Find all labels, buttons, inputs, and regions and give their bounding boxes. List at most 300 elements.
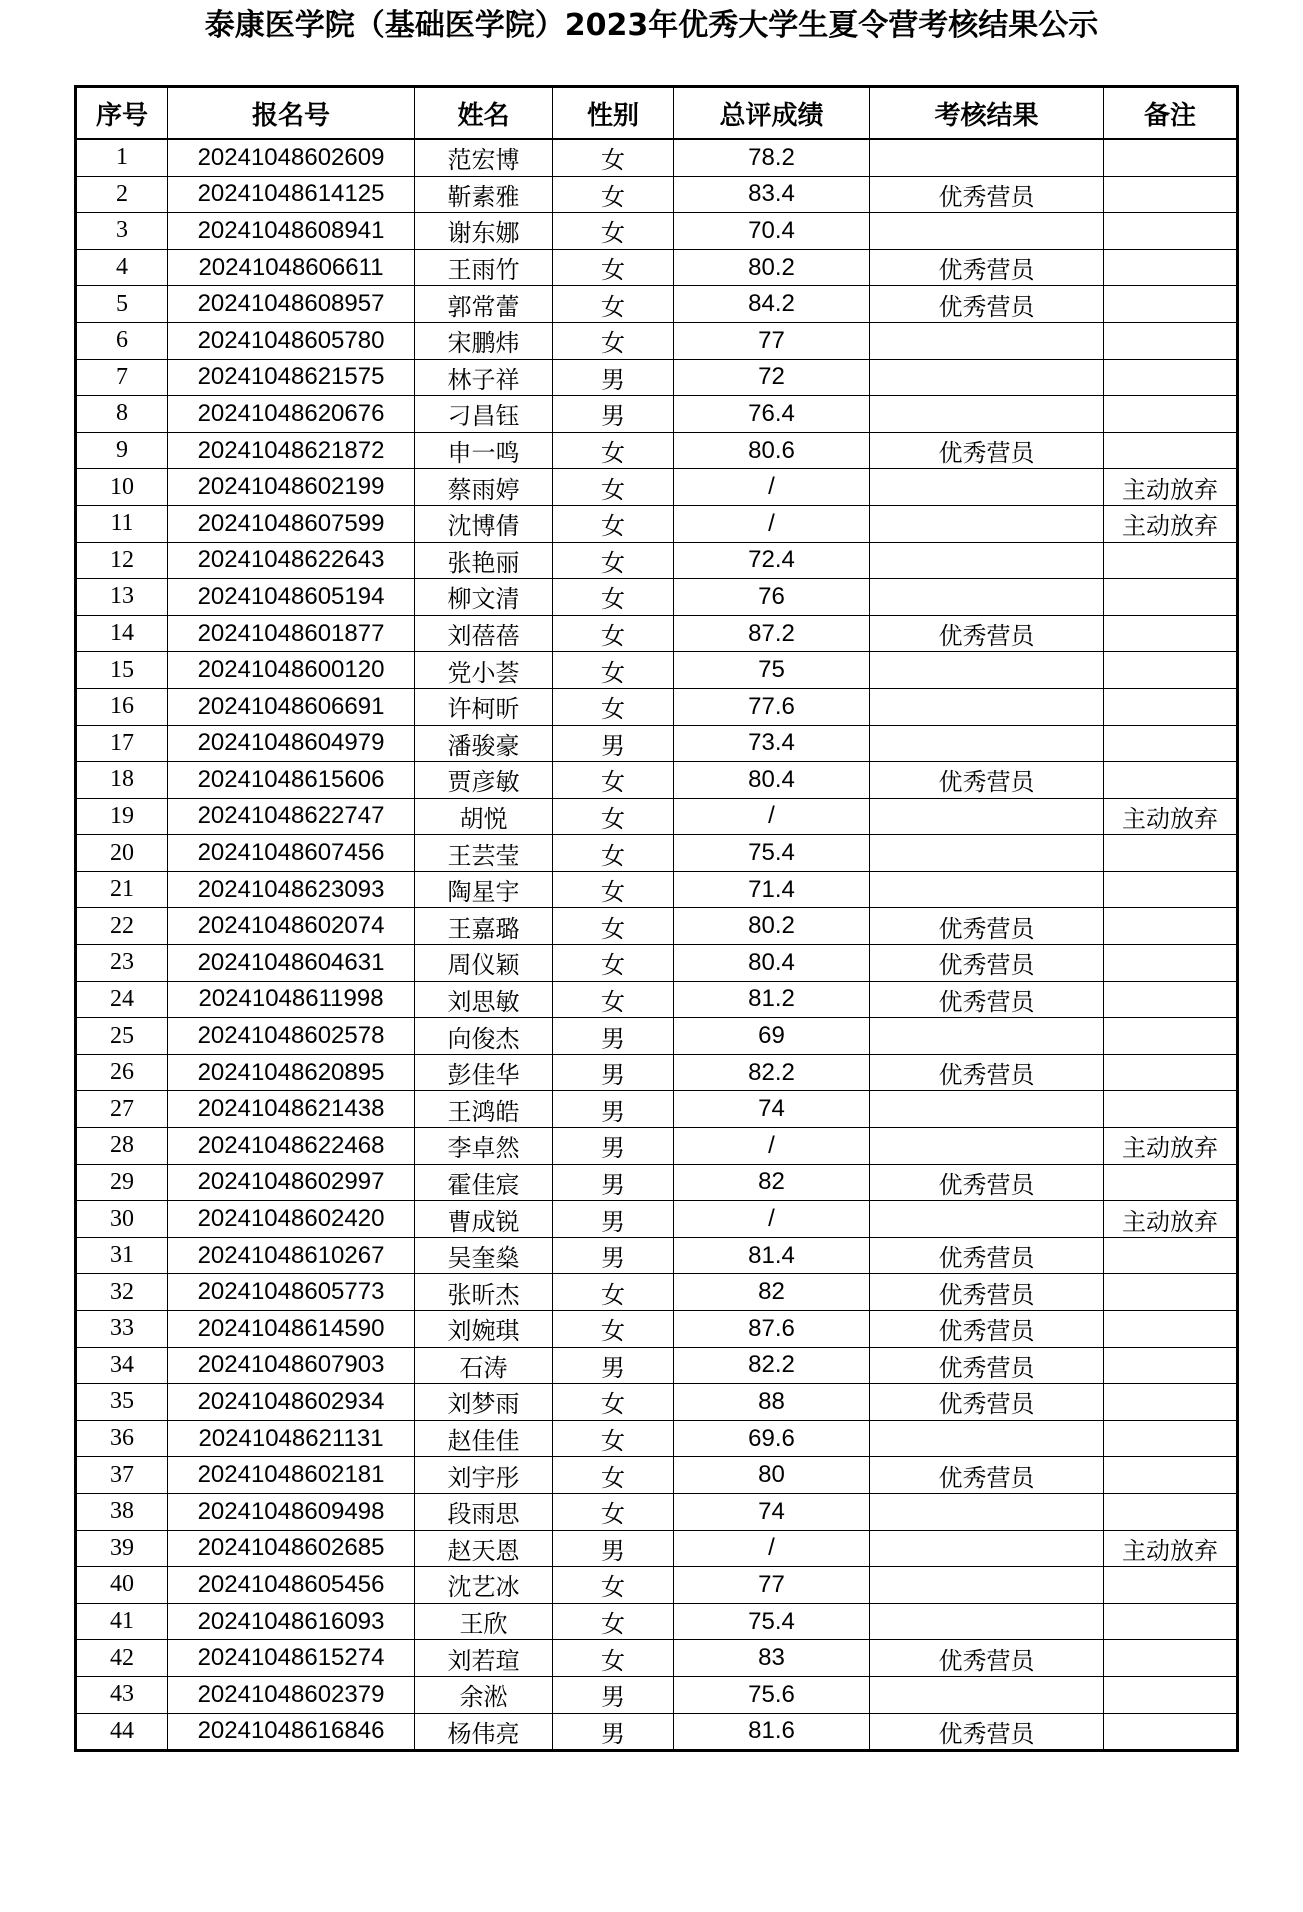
cell-registration-no: 20241048608941 — [168, 213, 415, 250]
cell-score: 80.4 — [674, 762, 870, 799]
cell-gender: 女 — [553, 286, 674, 323]
cell-registration-no: 20241048620676 — [168, 396, 415, 433]
cell-index: 19 — [76, 798, 168, 835]
cell-name: 陶星宇 — [415, 871, 553, 908]
cell-result: 优秀营员 — [870, 1274, 1104, 1311]
cell-name: 霍佳宸 — [415, 1164, 553, 1201]
cell-registration-no: 20241048621872 — [168, 432, 415, 469]
table-row — [76, 139, 1238, 176]
cell-score: 83.4 — [674, 176, 870, 213]
table-row — [76, 1676, 1238, 1713]
cell-registration-no: 20241048602685 — [168, 1530, 415, 1567]
cell-name: 刘思敏 — [415, 981, 553, 1018]
table-row — [76, 1713, 1238, 1751]
cell-remark — [1104, 1713, 1238, 1751]
cell-registration-no: 20241048615274 — [168, 1640, 415, 1677]
cell-score: 80.2 — [674, 908, 870, 945]
cell-gender: 男 — [553, 359, 674, 396]
cell-name: 党小荟 — [415, 652, 553, 689]
cell-remark — [1104, 1311, 1238, 1348]
cell-gender: 男 — [553, 1713, 674, 1751]
cell-name: 彭佳华 — [415, 1054, 553, 1091]
cell-result — [870, 1567, 1104, 1604]
cell-registration-no: 20241048621575 — [168, 359, 415, 396]
cell-result: 优秀营员 — [870, 1237, 1104, 1274]
cell-gender: 女 — [553, 1640, 674, 1677]
cell-gender: 女 — [553, 542, 674, 579]
cell-gender: 女 — [553, 1567, 674, 1604]
cell-result: 优秀营员 — [870, 176, 1104, 213]
cell-result — [870, 688, 1104, 725]
cell-remark — [1104, 1237, 1238, 1274]
cell-index: 1 — [76, 139, 168, 176]
cell-score: 80.6 — [674, 432, 870, 469]
cell-registration-no: 20241048608957 — [168, 286, 415, 323]
cell-result: 优秀营员 — [870, 1384, 1104, 1421]
cell-name: 许柯昕 — [415, 688, 553, 725]
cell-remark — [1104, 688, 1238, 725]
cell-result — [870, 1676, 1104, 1713]
table-row — [76, 1640, 1238, 1677]
cell-registration-no: 20241048600120 — [168, 652, 415, 689]
cell-registration-no: 20241048602578 — [168, 1018, 415, 1055]
cell-remark — [1104, 139, 1238, 176]
cell-score: / — [674, 469, 870, 506]
cell-gender: 男 — [553, 1091, 674, 1128]
cell-index: 10 — [76, 469, 168, 506]
cell-score: / — [674, 1128, 870, 1165]
cell-registration-no: 20241048605194 — [168, 579, 415, 616]
cell-registration-no: 20241048605780 — [168, 322, 415, 359]
cell-remark — [1104, 835, 1238, 872]
cell-name: 靳素雅 — [415, 176, 553, 213]
cell-registration-no: 20241048609498 — [168, 1493, 415, 1530]
table-row — [76, 1164, 1238, 1201]
cell-gender: 女 — [553, 1384, 674, 1421]
cell-index: 6 — [76, 322, 168, 359]
cell-remark — [1104, 1018, 1238, 1055]
cell-registration-no: 20241048621438 — [168, 1091, 415, 1128]
cell-index: 42 — [76, 1640, 168, 1677]
cell-index: 27 — [76, 1091, 168, 1128]
cell-remark — [1104, 542, 1238, 579]
cell-name: 吴奎燊 — [415, 1237, 553, 1274]
cell-result — [870, 139, 1104, 176]
cell-registration-no: 20241048621131 — [168, 1420, 415, 1457]
cell-registration-no: 20241048606611 — [168, 249, 415, 286]
cell-gender: 女 — [553, 1420, 674, 1457]
cell-remark — [1104, 652, 1238, 689]
cell-remark — [1104, 1603, 1238, 1640]
cell-remark — [1104, 213, 1238, 250]
cell-remark — [1104, 945, 1238, 982]
cell-gender: 女 — [553, 579, 674, 616]
cell-score: 75.4 — [674, 1603, 870, 1640]
cell-remark — [1104, 762, 1238, 799]
cell-gender: 男 — [553, 1018, 674, 1055]
cell-gender: 女 — [553, 871, 674, 908]
table-row — [76, 359, 1238, 396]
cell-gender: 女 — [553, 688, 674, 725]
cell-score: 74 — [674, 1493, 870, 1530]
cell-score: 76.4 — [674, 396, 870, 433]
table-row — [76, 176, 1238, 213]
cell-result: 优秀营员 — [870, 249, 1104, 286]
cell-registration-no: 20241048602379 — [168, 1676, 415, 1713]
cell-result — [870, 835, 1104, 872]
cell-gender: 女 — [553, 1457, 674, 1494]
cell-score: 82 — [674, 1164, 870, 1201]
cell-result — [870, 1018, 1104, 1055]
cell-name: 谢东娜 — [415, 213, 553, 250]
cell-gender: 女 — [553, 505, 674, 542]
cell-registration-no: 20241048614125 — [168, 176, 415, 213]
cell-score: 87.2 — [674, 615, 870, 652]
cell-name: 赵天恩 — [415, 1530, 553, 1567]
cell-result — [870, 322, 1104, 359]
cell-index: 17 — [76, 725, 168, 762]
cell-remark — [1104, 1567, 1238, 1604]
cell-remark — [1104, 1347, 1238, 1384]
cell-name: 刘梦雨 — [415, 1384, 553, 1421]
cell-index: 25 — [76, 1018, 168, 1055]
cell-name: 宋鹏炜 — [415, 322, 553, 359]
table-row — [76, 725, 1238, 762]
cell-remark — [1104, 176, 1238, 213]
cell-index: 4 — [76, 249, 168, 286]
cell-score: / — [674, 505, 870, 542]
cell-remark — [1104, 1493, 1238, 1530]
cell-result: 优秀营员 — [870, 1457, 1104, 1494]
cell-result — [870, 579, 1104, 616]
cell-remark — [1104, 286, 1238, 323]
cell-remark — [1104, 1384, 1238, 1421]
cell-score: 70.4 — [674, 213, 870, 250]
cell-score: / — [674, 1530, 870, 1567]
cell-result — [870, 469, 1104, 506]
cell-score: 83 — [674, 1640, 870, 1677]
cell-score: 71.4 — [674, 871, 870, 908]
cell-index: 36 — [76, 1420, 168, 1457]
cell-remark — [1104, 1457, 1238, 1494]
cell-name: 杨伟亮 — [415, 1713, 553, 1751]
page-title: 泰康医学院（基础医学院）2023年优秀大学生夏令营考核结果公示 — [204, 8, 1099, 43]
cell-index: 40 — [76, 1567, 168, 1604]
table-row — [76, 322, 1238, 359]
table-row — [76, 1018, 1238, 1055]
cell-score: 72.4 — [674, 542, 870, 579]
cell-score: 80.4 — [674, 945, 870, 982]
cell-gender: 女 — [553, 1274, 674, 1311]
table-row — [76, 1311, 1238, 1348]
cell-name: 刘蓓蓓 — [415, 615, 553, 652]
table-row — [76, 1054, 1238, 1091]
table-row — [76, 1530, 1238, 1567]
header-row — [76, 87, 1238, 140]
cell-score: 84.2 — [674, 286, 870, 323]
cell-registration-no: 20241048602420 — [168, 1201, 415, 1238]
cell-gender: 女 — [553, 835, 674, 872]
cell-gender: 女 — [553, 981, 674, 1018]
table-row — [76, 1384, 1238, 1421]
cell-result: 优秀营员 — [870, 1347, 1104, 1384]
cell-index: 37 — [76, 1457, 168, 1494]
table-row — [76, 213, 1238, 250]
cell-score: 81.6 — [674, 1713, 870, 1751]
cell-index: 41 — [76, 1603, 168, 1640]
cell-remark — [1104, 359, 1238, 396]
table-row — [76, 469, 1238, 506]
cell-name: 胡悦 — [415, 798, 553, 835]
cell-name: 王雨竹 — [415, 249, 553, 286]
cell-gender: 女 — [553, 213, 674, 250]
cell-score: 69.6 — [674, 1420, 870, 1457]
cell-result: 优秀营员 — [870, 1311, 1104, 1348]
cell-remark — [1104, 725, 1238, 762]
cell-name: 贾彦敏 — [415, 762, 553, 799]
table-row — [76, 908, 1238, 945]
header-cell-result: 考核结果 — [870, 87, 1104, 140]
cell-gender: 女 — [553, 1493, 674, 1530]
cell-registration-no: 20241048602074 — [168, 908, 415, 945]
cell-index: 26 — [76, 1054, 168, 1091]
cell-index: 35 — [76, 1384, 168, 1421]
cell-name: 刘婉琪 — [415, 1311, 553, 1348]
cell-gender: 男 — [553, 1676, 674, 1713]
cell-result: 优秀营员 — [870, 1054, 1104, 1091]
cell-gender: 男 — [553, 1347, 674, 1384]
cell-registration-no: 20241048607456 — [168, 835, 415, 872]
cell-result: 优秀营员 — [870, 286, 1104, 323]
cell-score: 76 — [674, 579, 870, 616]
cell-index: 3 — [76, 213, 168, 250]
cell-gender: 女 — [553, 1603, 674, 1640]
table-row — [76, 1603, 1238, 1640]
cell-result — [870, 1493, 1104, 1530]
table-row — [76, 1274, 1238, 1311]
cell-index: 5 — [76, 286, 168, 323]
table-row — [76, 762, 1238, 799]
cell-index: 18 — [76, 762, 168, 799]
cell-registration-no: 20241048605456 — [168, 1567, 415, 1604]
cell-remark: 主动放弃 — [1104, 1201, 1238, 1238]
cell-index: 14 — [76, 615, 168, 652]
cell-name: 石涛 — [415, 1347, 553, 1384]
cell-registration-no: 20241048615606 — [168, 762, 415, 799]
cell-result: 优秀营员 — [870, 945, 1104, 982]
cell-name: 曹成锐 — [415, 1201, 553, 1238]
cell-registration-no: 20241048606691 — [168, 688, 415, 725]
cell-index: 33 — [76, 1311, 168, 1348]
cell-name: 张艳丽 — [415, 542, 553, 579]
table-row — [76, 542, 1238, 579]
cell-remark: 主动放弃 — [1104, 1530, 1238, 1567]
cell-result: 优秀营员 — [870, 1164, 1104, 1201]
cell-gender: 女 — [553, 615, 674, 652]
cell-registration-no: 20241048602934 — [168, 1384, 415, 1421]
cell-result: 优秀营员 — [870, 908, 1104, 945]
cell-score: 77 — [674, 1567, 870, 1604]
cell-name: 沈博倩 — [415, 505, 553, 542]
table-row — [76, 981, 1238, 1018]
cell-gender: 男 — [553, 1128, 674, 1165]
cell-result — [870, 1128, 1104, 1165]
cell-gender: 女 — [553, 908, 674, 945]
table-row — [76, 1420, 1238, 1457]
cell-score: 77.6 — [674, 688, 870, 725]
cell-score: 82.2 — [674, 1347, 870, 1384]
cell-score: 87.6 — [674, 1311, 870, 1348]
cell-gender: 女 — [553, 798, 674, 835]
cell-index: 20 — [76, 835, 168, 872]
cell-index: 31 — [76, 1237, 168, 1274]
cell-name: 刘宇彤 — [415, 1457, 553, 1494]
cell-remark — [1104, 871, 1238, 908]
cell-result — [870, 798, 1104, 835]
cell-index: 15 — [76, 652, 168, 689]
cell-score: 74 — [674, 1091, 870, 1128]
cell-remark — [1104, 1274, 1238, 1311]
table-row — [76, 1347, 1238, 1384]
cell-result — [870, 359, 1104, 396]
cell-result — [870, 1091, 1104, 1128]
results-table — [74, 85, 1239, 1752]
cell-score: 69 — [674, 1018, 870, 1055]
cell-index: 7 — [76, 359, 168, 396]
cell-score: 75.6 — [674, 1676, 870, 1713]
cell-gender: 女 — [553, 176, 674, 213]
table-row — [76, 1237, 1238, 1274]
cell-name: 刘若瑄 — [415, 1640, 553, 1677]
cell-name: 余淞 — [415, 1676, 553, 1713]
cell-score: 81.2 — [674, 981, 870, 1018]
table-row — [76, 396, 1238, 433]
cell-name: 刁昌钰 — [415, 396, 553, 433]
cell-index: 44 — [76, 1713, 168, 1751]
cell-score: 80.2 — [674, 249, 870, 286]
cell-gender: 女 — [553, 945, 674, 982]
table-row — [76, 1567, 1238, 1604]
table-row — [76, 652, 1238, 689]
cell-gender: 男 — [553, 1237, 674, 1274]
cell-remark — [1104, 1676, 1238, 1713]
cell-result — [870, 396, 1104, 433]
cell-registration-no: 20241048604631 — [168, 945, 415, 982]
cell-name: 范宏博 — [415, 139, 553, 176]
cell-index: 12 — [76, 542, 168, 579]
cell-name: 向俊杰 — [415, 1018, 553, 1055]
cell-index: 32 — [76, 1274, 168, 1311]
cell-gender: 男 — [553, 1530, 674, 1567]
header-cell-name: 姓名 — [415, 87, 553, 140]
cell-index: 13 — [76, 579, 168, 616]
cell-registration-no: 20241048604979 — [168, 725, 415, 762]
table-row — [76, 1493, 1238, 1530]
table-row — [76, 286, 1238, 323]
table-row — [76, 505, 1238, 542]
cell-registration-no: 20241048602997 — [168, 1164, 415, 1201]
cell-gender: 女 — [553, 652, 674, 689]
cell-name: 王嘉璐 — [415, 908, 553, 945]
cell-result: 优秀营员 — [870, 432, 1104, 469]
cell-result — [870, 1530, 1104, 1567]
cell-gender: 男 — [553, 1164, 674, 1201]
table-row — [76, 945, 1238, 982]
cell-registration-no: 20241048623093 — [168, 871, 415, 908]
cell-gender: 女 — [553, 322, 674, 359]
table-row — [76, 249, 1238, 286]
cell-registration-no: 20241048616093 — [168, 1603, 415, 1640]
cell-score: 75 — [674, 652, 870, 689]
cell-result — [870, 505, 1104, 542]
cell-score: 77 — [674, 322, 870, 359]
cell-score: 81.4 — [674, 1237, 870, 1274]
cell-name: 潘骏豪 — [415, 725, 553, 762]
cell-registration-no: 20241048602181 — [168, 1457, 415, 1494]
table-row — [76, 798, 1238, 835]
cell-index: 9 — [76, 432, 168, 469]
cell-result — [870, 213, 1104, 250]
cell-gender: 男 — [553, 1054, 674, 1091]
cell-remark: 主动放弃 — [1104, 798, 1238, 835]
cell-remark — [1104, 1420, 1238, 1457]
cell-name: 李卓然 — [415, 1128, 553, 1165]
cell-remark — [1104, 249, 1238, 286]
table-row — [76, 432, 1238, 469]
cell-name: 段雨思 — [415, 1493, 553, 1530]
cell-index: 28 — [76, 1128, 168, 1165]
cell-result — [870, 725, 1104, 762]
cell-gender: 女 — [553, 432, 674, 469]
cell-result: 优秀营员 — [870, 1713, 1104, 1751]
cell-gender: 女 — [553, 469, 674, 506]
cell-registration-no: 20241048614590 — [168, 1311, 415, 1348]
cell-name: 王欣 — [415, 1603, 553, 1640]
cell-name: 柳文清 — [415, 579, 553, 616]
table-row — [76, 1128, 1238, 1165]
cell-index: 29 — [76, 1164, 168, 1201]
cell-result: 优秀营员 — [870, 615, 1104, 652]
cell-result: 优秀营员 — [870, 1640, 1104, 1677]
cell-registration-no: 20241048622643 — [168, 542, 415, 579]
cell-remark — [1104, 615, 1238, 652]
cell-registration-no: 20241048620895 — [168, 1054, 415, 1091]
cell-index: 2 — [76, 176, 168, 213]
cell-registration-no: 20241048601877 — [168, 615, 415, 652]
cell-score: 80 — [674, 1457, 870, 1494]
cell-score: 82.2 — [674, 1054, 870, 1091]
cell-gender: 男 — [553, 396, 674, 433]
header-cell-remark: 备注 — [1104, 87, 1238, 140]
cell-result — [870, 1603, 1104, 1640]
cell-name: 王芸莹 — [415, 835, 553, 872]
cell-remark: 主动放弃 — [1104, 505, 1238, 542]
cell-gender: 女 — [553, 762, 674, 799]
cell-name: 郭常蕾 — [415, 286, 553, 323]
cell-result: 优秀营员 — [870, 981, 1104, 1018]
table-row — [76, 579, 1238, 616]
cell-name: 王鸿皓 — [415, 1091, 553, 1128]
cell-name: 沈艺冰 — [415, 1567, 553, 1604]
cell-registration-no: 20241048610267 — [168, 1237, 415, 1274]
table-row — [76, 1457, 1238, 1494]
cell-name: 林子祥 — [415, 359, 553, 396]
cell-remark — [1104, 579, 1238, 616]
cell-registration-no: 20241048607903 — [168, 1347, 415, 1384]
cell-remark — [1104, 322, 1238, 359]
cell-index: 23 — [76, 945, 168, 982]
cell-remark — [1104, 396, 1238, 433]
